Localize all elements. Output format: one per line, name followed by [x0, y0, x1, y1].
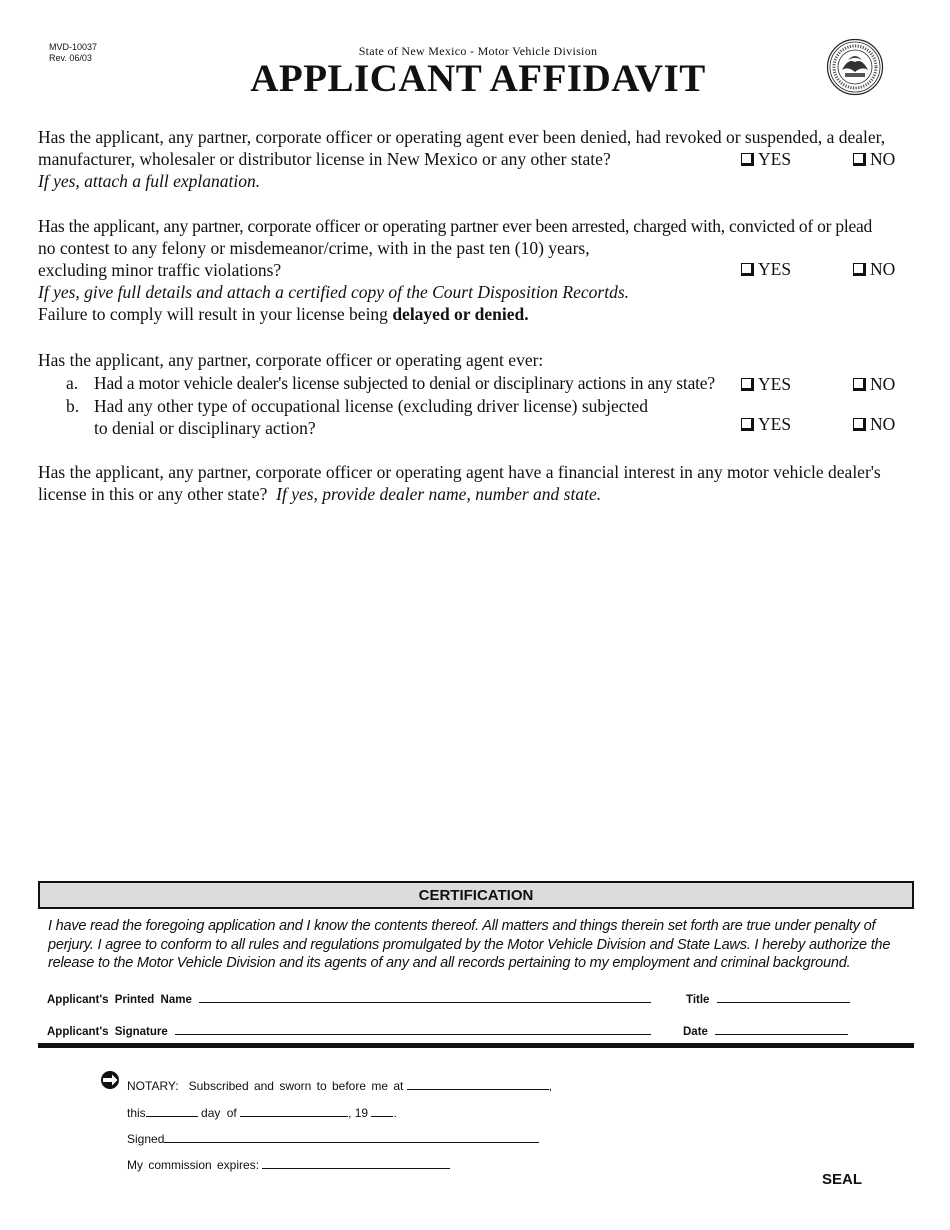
notary-commission-field[interactable] [262, 1158, 450, 1169]
question-3b-label: b. [66, 396, 80, 416]
notary-line-4 [127, 1158, 450, 1172]
checkbox-icon [853, 378, 866, 391]
section-divider [38, 1043, 914, 1048]
checkbox-icon [853, 153, 866, 166]
notary-location-field[interactable] [407, 1079, 549, 1090]
checkbox-icon [853, 263, 866, 276]
question-1-line2: manufacturer, wholesaler or distributor license in New Mexico or any other state? [38, 149, 611, 169]
no-label: NO [870, 374, 896, 394]
printed-name-row [47, 990, 651, 1006]
question-2-note: If yes, give full details and attach a certified copy of the Court Disposition Recortds. [38, 282, 630, 302]
no-label: NO [870, 414, 896, 434]
notary-line-2: this day of , 19 . [127, 1106, 397, 1120]
question-2-line1: Has the applicant, any partner, corporate officer or operating partner ever been arrested, charged with, convicted of or plead [38, 216, 872, 236]
yes-label: YES [758, 374, 792, 394]
signature-row [47, 1022, 651, 1038]
revision-date: Rev. 06/03 [49, 53, 92, 63]
certification-text: I have read the foregoing application and I know the contents thereof. All matters and things therein set forth are true under penalty of perjury. I agree to conform to all rules and regulations promulgated by the Motor Vehicle Division and State Laws. I hereby authorize the release to the Motor Vehicle Division and its agents of any and all records pertaining to my employment and criminal background. [48, 918, 891, 971]
notary-signature-field[interactable] [164, 1132, 539, 1143]
date-field[interactable] [715, 1022, 848, 1035]
question-3b-text [94, 395, 734, 439]
question-4 [38, 461, 938, 505]
q3a-yes-checkbox[interactable] [741, 374, 791, 395]
question-3a-label: a. [66, 373, 79, 393]
question-1-note: If yes, attach a full explanation. [38, 171, 261, 191]
notary-subscribed-text: Subscribed and sworn to before me at [188, 1079, 404, 1093]
warning-bold-text: delayed or denied. [392, 304, 529, 324]
checkbox-icon [741, 153, 754, 166]
question-4-line1: Has the applicant, any partner, corporate officer or operating agent have a financial interest in any motor vehicle dealer's [38, 462, 881, 482]
notary-month-field[interactable] [240, 1106, 348, 1117]
notary-this-text: this [127, 1106, 146, 1120]
question-2-line3: excluding minor traffic violations? [38, 260, 282, 280]
agency-name: State of New Mexico - Motor Vehicle Division [358, 44, 598, 58]
checkbox-icon [741, 378, 754, 391]
seal-label: SEAL [822, 1171, 863, 1188]
question-1-line1: Has the applicant, any partner, corporate officer or operating agent ever been denied, had revoked or suspended, a dealer, [38, 127, 886, 147]
notary-commission-text: My commission expires: [127, 1158, 260, 1172]
title-label: Title [686, 994, 710, 1006]
page-title: APPLICANT AFFIDAVIT [250, 57, 706, 100]
yes-label: YES [758, 259, 792, 279]
checkbox-icon [741, 263, 754, 276]
question-3b-line2: to denial or disciplinary action? [94, 418, 316, 438]
question-4-note: If yes, provide dealer name, number and state. [276, 484, 602, 504]
date-row [683, 1022, 848, 1038]
form-number: MVD-10037 [49, 42, 98, 52]
notary-line-1: NOTARY: Subscribed and sworn to before me at , [127, 1079, 553, 1093]
notary-day-of-text: day of [201, 1106, 237, 1120]
checkbox-icon [853, 418, 866, 431]
printed-name-field[interactable] [199, 990, 651, 1003]
question-1 [38, 126, 938, 192]
question-4-line2 [38, 483, 938, 505]
pointing-arrow-icon [100, 1070, 120, 1090]
notary-day-field[interactable] [146, 1106, 198, 1117]
signature-field[interactable] [175, 1022, 651, 1035]
q3b-yes-checkbox[interactable] [741, 414, 791, 435]
q2-yes-checkbox[interactable] [741, 259, 791, 280]
question-3 [38, 349, 738, 371]
yes-label: YES [758, 414, 792, 434]
signature-label: Applicant's Signature [47, 1026, 168, 1038]
no-label: NO [870, 149, 896, 169]
q1-no-checkbox[interactable] [853, 149, 895, 170]
question-3-intro: Has the applicant, any partner, corporate officer or operating agent ever: [38, 350, 544, 370]
question-3a-text: Had a motor vehicle dealer's license subjected to denial or disciplinary actions in any state? [94, 373, 715, 393]
certification-heading: CERTIFICATION [38, 881, 914, 909]
date-label: Date [683, 1026, 708, 1038]
printed-name-label: Applicant's Printed Name [47, 994, 192, 1006]
yes-label: YES [758, 149, 792, 169]
notary-year-field[interactable] [371, 1106, 393, 1117]
notary-signed-text: Signed [127, 1132, 165, 1146]
q1-yes-checkbox[interactable] [741, 149, 791, 170]
checkbox-icon [741, 418, 754, 431]
question-2-line2: no contest to any felony or misdemeanor/crime, with in the past ten (10) years, [38, 238, 590, 258]
warning-text: Failure to comply will result in your license being [38, 304, 393, 324]
title-field[interactable] [717, 990, 850, 1003]
q3b-no-checkbox[interactable] [853, 414, 895, 435]
question-2 [38, 215, 943, 325]
notary-year-prefix: 19 [354, 1106, 369, 1120]
question-4-line2-text: license in this or any other state? [38, 484, 268, 504]
question-2-warning [38, 303, 943, 325]
notary-label: NOTARY: [127, 1079, 179, 1093]
q2-no-checkbox[interactable] [853, 259, 895, 280]
question-3b-line1: Had any other type of occupational license (excluding driver license) subjected [94, 396, 648, 416]
q3a-no-checkbox[interactable] [853, 374, 895, 395]
notary-line-3 [127, 1132, 539, 1146]
no-label: NO [870, 259, 896, 279]
state-seal-icon [826, 38, 884, 96]
title-row [686, 990, 850, 1006]
